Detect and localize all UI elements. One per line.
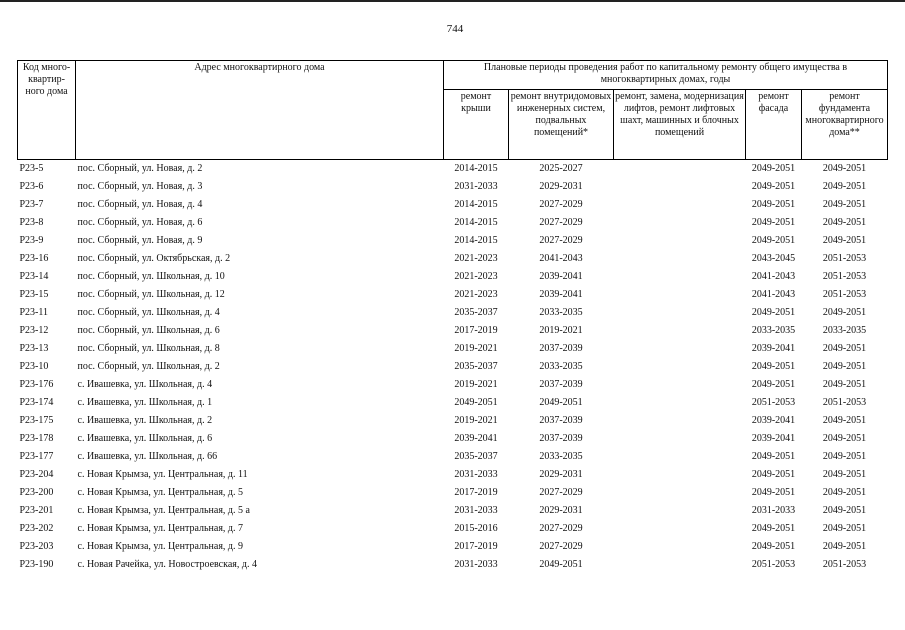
cell-roof: 2015-2016 (454, 522, 498, 534)
cell-roof: 2031-2033 (454, 504, 498, 516)
cell-facade: 2049-2051 (751, 234, 796, 246)
cell-foundation: 2049-2051 (822, 432, 867, 444)
cell-engineering: 2027-2029 (539, 234, 583, 246)
header-periods-group: Плановые периоды проведения работ по капитальному ремонту общего имущества в многоквартирных домах, годы (444, 61, 888, 90)
cell-roof: 2021-2023 (454, 270, 498, 282)
cell-roof: 2039-2041 (454, 432, 498, 444)
table-row (18, 250, 888, 268)
cell-engineering: 2029-2031 (539, 504, 583, 516)
table-row (18, 232, 888, 250)
cell-code: P23-8 (19, 216, 44, 228)
cell-foundation: 2033-2035 (822, 324, 867, 336)
cell-code: P23-5 (19, 162, 44, 174)
cell-elevators (614, 214, 746, 232)
cell-foundation: 2049-2051 (822, 414, 867, 426)
table-row (18, 196, 888, 214)
cell-facade: 2033-2035 (751, 324, 796, 336)
cell-address: пос. Сборный, ул. Школьная, д. 6 (77, 324, 220, 336)
cell-address: пос. Сборный, ул. Школьная, д. 10 (77, 270, 225, 282)
cell-address: с. Новая Крымза, ул. Центральная, д. 5 а (77, 504, 250, 516)
header-code: Код много-квартир-ного дома (18, 61, 76, 160)
table-row (18, 430, 888, 448)
cell-roof: 2019-2021 (454, 342, 498, 354)
cell-code: P23-12 (19, 324, 49, 336)
cell-engineering: 2033-2035 (539, 360, 583, 372)
cell-code: P23-7 (19, 198, 44, 210)
cell-foundation: 2051-2053 (822, 252, 867, 264)
cell-address: пос. Сборный, ул. Октябрьская, д. 2 (77, 252, 231, 264)
cell-code: P23-200 (19, 486, 54, 498)
cell-engineering: 2037-2039 (539, 342, 583, 354)
cell-address: пос. Сборный, ул. Новая, д. 4 (77, 198, 203, 210)
cell-foundation: 2049-2051 (822, 540, 867, 552)
cell-engineering: 2037-2039 (539, 378, 583, 390)
cell-address: пос. Сборный, ул. Новая, д. 9 (77, 234, 203, 246)
cell-facade: 2049-2051 (751, 198, 796, 210)
cell-code: P23-178 (19, 432, 54, 444)
cell-roof: 2031-2033 (454, 468, 498, 480)
cell-facade: 2051-2053 (751, 396, 796, 408)
cell-code: P23-10 (19, 360, 49, 372)
cell-elevators (614, 250, 746, 268)
table-row (18, 214, 888, 232)
cell-address: с. Новая Крымза, ул. Центральная, д. 9 (77, 540, 244, 552)
table-row (18, 376, 888, 394)
table-row (18, 520, 888, 538)
cell-roof: 2014-2015 (454, 216, 498, 228)
cell-address: с. Новая Крымза, ул. Центральная, д. 5 (77, 486, 244, 498)
cell-roof: 2017-2019 (454, 540, 498, 552)
table-row (18, 466, 888, 484)
cell-code: P23-203 (19, 540, 54, 552)
table-body (18, 160, 888, 575)
cell-foundation: 2051-2053 (822, 288, 867, 300)
cell-code: P23-16 (19, 252, 49, 264)
cell-roof: 2031-2033 (454, 180, 498, 192)
cell-elevators (614, 322, 746, 340)
cell-facade: 2039-2041 (751, 342, 796, 354)
cell-elevators (614, 412, 746, 430)
header-engineering: ремонт внутридомовых инженерных систем, подвальных помещений* (509, 89, 614, 159)
header-elevators: ремонт, замена, модернизация лифтов, ремонт лифтовых шахт, машинных и блочных помещений (614, 89, 746, 159)
cell-elevators (614, 286, 746, 304)
cell-roof: 2017-2019 (454, 324, 498, 336)
cell-engineering: 2027-2029 (539, 198, 583, 210)
header-roof: ремонт крыши (444, 89, 509, 159)
cell-foundation: 2049-2051 (822, 486, 867, 498)
cell-engineering: 2037-2039 (539, 432, 583, 444)
cell-address: с. Новая Рачейка, ул. Новостроевская, д. 4 (77, 558, 257, 570)
cell-roof: 2049-2051 (454, 396, 498, 408)
table-row (18, 448, 888, 466)
cell-facade: 2041-2043 (751, 288, 796, 300)
cell-foundation: 2049-2051 (822, 162, 867, 174)
table-row (18, 340, 888, 358)
cell-elevators (614, 394, 746, 412)
cell-roof: 2035-2037 (454, 306, 498, 318)
cell-code: P23-204 (19, 468, 54, 480)
cell-roof: 2019-2021 (454, 414, 498, 426)
cell-roof: 2035-2037 (454, 450, 498, 462)
cell-address: пос. Сборный, ул. Новая, д. 3 (77, 180, 203, 192)
cell-address: с. Ивашевка, ул. Школьная, д. 4 (77, 378, 213, 390)
header-facade: ремонт фасада (746, 89, 802, 159)
table-row (18, 358, 888, 376)
cell-facade: 2049-2051 (751, 306, 796, 318)
cell-facade: 2043-2045 (751, 252, 796, 264)
cell-facade: 2051-2053 (751, 558, 796, 570)
cell-code: P23-177 (19, 450, 54, 462)
table-row (18, 322, 888, 340)
cell-roof: 2021-2023 (454, 288, 498, 300)
cell-code: P23-176 (19, 378, 54, 390)
header-foundation: ремонт фундамента многоквартирного дома** (802, 89, 888, 159)
cell-foundation: 2051-2053 (822, 270, 867, 282)
cell-facade: 2049-2051 (751, 360, 796, 372)
cell-code: P23-175 (19, 414, 54, 426)
cell-engineering: 2039-2041 (539, 288, 583, 300)
header-address: Адрес многоквартирного дома (76, 61, 444, 160)
cell-code: P23-190 (19, 558, 54, 570)
cell-roof: 2017-2019 (454, 486, 498, 498)
cell-roof: 2014-2015 (454, 234, 498, 246)
cell-facade: 2041-2043 (751, 270, 796, 282)
cell-engineering: 2027-2029 (539, 540, 583, 552)
cell-roof: 2014-2015 (454, 198, 498, 210)
cell-facade: 2049-2051 (751, 162, 796, 174)
cell-foundation: 2049-2051 (822, 306, 867, 318)
cell-facade: 2049-2051 (751, 486, 796, 498)
cell-facade: 2049-2051 (751, 216, 796, 228)
cell-elevators (614, 448, 746, 466)
cell-address: пос. Сборный, ул. Школьная, д. 2 (77, 360, 220, 372)
cell-elevators (614, 466, 746, 484)
cell-foundation: 2051-2053 (822, 558, 867, 570)
cell-foundation: 2049-2051 (822, 450, 867, 462)
cell-engineering: 2037-2039 (539, 414, 583, 426)
cell-facade: 2049-2051 (751, 450, 796, 462)
table-row (18, 268, 888, 286)
cell-engineering: 2039-2041 (539, 270, 583, 282)
cell-code: P23-9 (19, 234, 44, 246)
cell-foundation: 2049-2051 (822, 234, 867, 246)
cell-code: P23-201 (19, 504, 54, 516)
cell-address: с. Новая Крымза, ул. Центральная, д. 11 (77, 468, 248, 480)
cell-facade: 2049-2051 (751, 468, 796, 480)
cell-engineering: 2049-2051 (539, 558, 583, 570)
cell-engineering: 2027-2029 (539, 216, 583, 228)
cell-elevators (614, 538, 746, 556)
table-row (18, 538, 888, 556)
cell-elevators (614, 340, 746, 358)
cell-elevators (614, 502, 746, 520)
cell-facade: 2039-2041 (751, 414, 796, 426)
cell-engineering: 2027-2029 (539, 486, 583, 498)
cell-engineering: 2049-2051 (539, 396, 583, 408)
cell-foundation: 2049-2051 (822, 198, 867, 210)
cell-roof: 2014-2015 (454, 162, 498, 174)
cell-engineering: 2033-2035 (539, 450, 583, 462)
cell-elevators (614, 430, 746, 448)
capital-repair-table (17, 60, 888, 574)
cell-elevators (614, 196, 746, 214)
cell-engineering: 2029-2031 (539, 180, 583, 192)
cell-code: P23-11 (19, 306, 49, 318)
cell-elevators (614, 178, 746, 196)
cell-engineering: 2041-2043 (539, 252, 583, 264)
table-row (18, 286, 888, 304)
cell-engineering: 2033-2035 (539, 306, 583, 318)
cell-elevators (614, 268, 746, 286)
cell-address: с. Ивашевка, ул. Школьная, д. 2 (77, 414, 213, 426)
cell-address: пос. Сборный, ул. Школьная, д. 8 (77, 342, 220, 354)
cell-foundation: 2049-2051 (822, 504, 867, 516)
cell-address: с. Новая Крымза, ул. Центральная, д. 7 (77, 522, 244, 534)
cell-roof: 2035-2037 (454, 360, 498, 372)
cell-roof: 2021-2023 (454, 252, 498, 264)
cell-elevators (614, 484, 746, 502)
table-row (18, 484, 888, 502)
cell-engineering: 2019-2021 (539, 324, 583, 336)
cell-engineering: 2027-2029 (539, 522, 583, 534)
cell-roof: 2019-2021 (454, 378, 498, 390)
table-row (18, 412, 888, 430)
cell-elevators (614, 520, 746, 538)
cell-foundation: 2049-2051 (822, 360, 867, 372)
cell-code: P23-6 (19, 180, 44, 192)
table-row (18, 160, 888, 179)
cell-address: пос. Сборный, ул. Новая, д. 6 (77, 216, 203, 228)
cell-elevators (614, 304, 746, 322)
page-number: 744 (446, 23, 464, 35)
cell-foundation: 2049-2051 (822, 342, 867, 354)
cell-code: P23-202 (19, 522, 54, 534)
cell-elevators (614, 376, 746, 394)
cell-foundation: 2049-2051 (822, 180, 867, 192)
cell-code: P23-13 (19, 342, 49, 354)
top-border-line (0, 0, 905, 2)
cell-foundation: 2049-2051 (822, 216, 867, 228)
table-row (18, 394, 888, 412)
cell-engineering: 2029-2031 (539, 468, 583, 480)
cell-facade: 2049-2051 (751, 378, 796, 390)
cell-foundation: 2049-2051 (822, 468, 867, 480)
cell-code: P23-14 (19, 270, 49, 282)
table-row (18, 178, 888, 196)
cell-facade: 2039-2041 (751, 432, 796, 444)
cell-elevators (614, 232, 746, 250)
table-row (18, 556, 888, 574)
cell-code: P23-174 (19, 396, 54, 408)
cell-address: пос. Сборный, ул. Школьная, д. 12 (77, 288, 225, 300)
cell-facade: 2049-2051 (751, 180, 796, 192)
cell-code: P23-15 (19, 288, 49, 300)
table-row (18, 502, 888, 520)
cell-elevators (614, 556, 746, 574)
cell-engineering: 2025-2027 (539, 162, 583, 174)
cell-foundation: 2049-2051 (822, 378, 867, 390)
cell-address: с. Ивашевка, ул. Школьная, д. 6 (77, 432, 213, 444)
cell-facade: 2049-2051 (751, 540, 796, 552)
cell-foundation: 2051-2053 (822, 396, 867, 408)
cell-elevators (614, 358, 746, 376)
cell-address: пос. Сборный, ул. Школьная, д. 4 (77, 306, 220, 318)
cell-foundation: 2049-2051 (822, 522, 867, 534)
cell-address: с. Ивашевка, ул. Школьная, д. 1 (77, 396, 213, 408)
table-row (18, 304, 888, 322)
cell-facade: 2049-2051 (751, 522, 796, 534)
cell-address: пос. Сборный, ул. Новая, д. 2 (77, 162, 203, 174)
cell-elevators (614, 160, 746, 179)
cell-roof: 2031-2033 (454, 558, 498, 570)
cell-facade: 2031-2033 (751, 504, 796, 516)
cell-address: с. Ивашевка, ул. Школьная, д. 66 (77, 450, 218, 462)
